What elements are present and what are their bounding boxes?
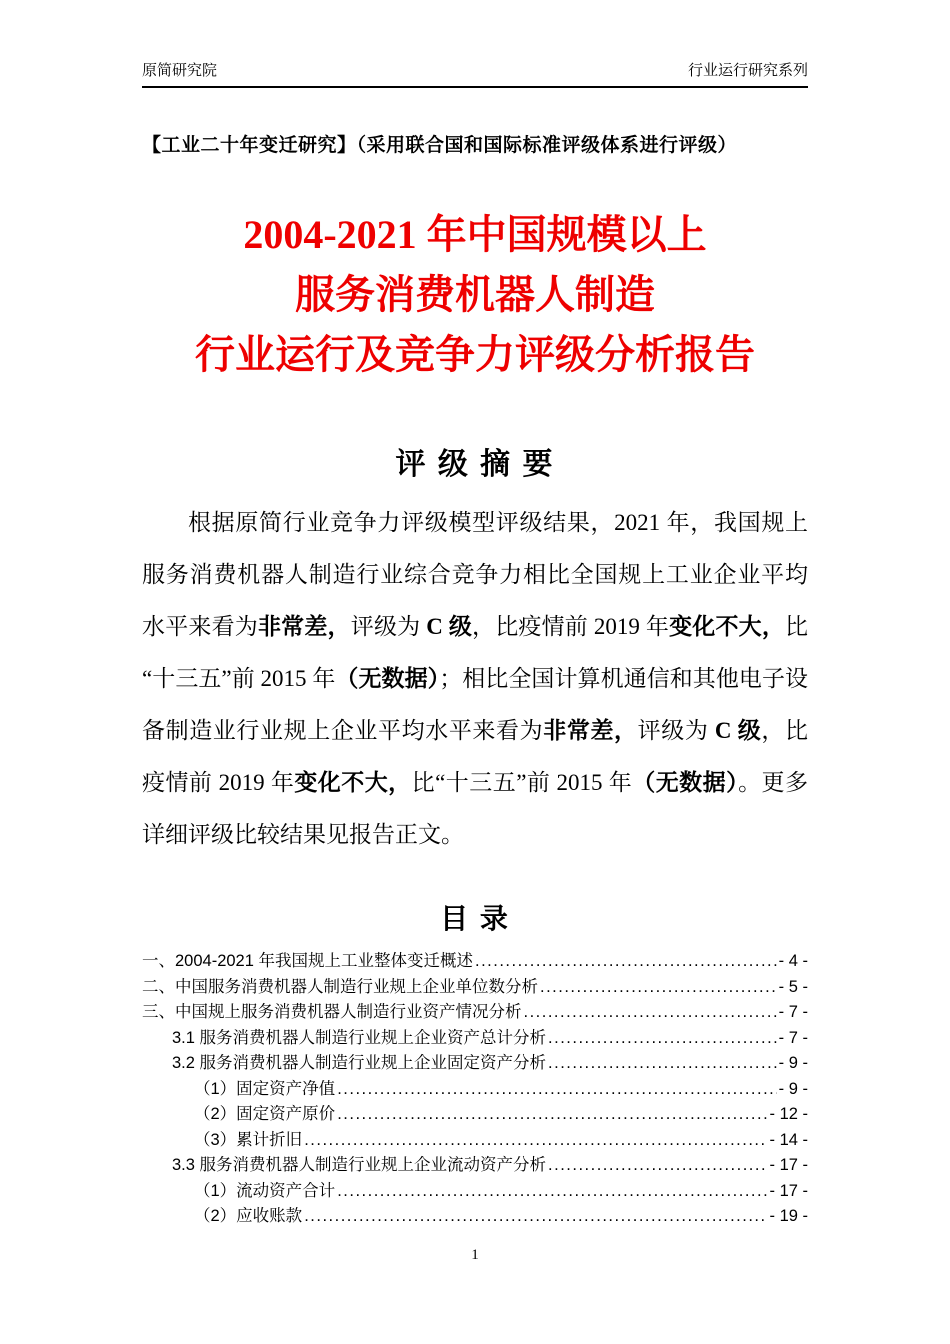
header-right-text: 行业运行研究系列: [687, 62, 808, 79]
summary-text-segment: 变化不大，: [294, 770, 412, 795]
toc-entry-row: [142, 1128, 808, 1154]
summary-text-segment: 评级为: [350, 614, 427, 639]
toc-entry-row: [142, 1179, 808, 1205]
toc-leader-dots: [548, 1026, 777, 1052]
toc-entry-page: - 14 -: [769, 1130, 808, 1149]
summary-text-segment: ，比疫情前 2019 年: [472, 614, 670, 639]
summary-paragraph: [142, 497, 808, 861]
toc-entry-row: [142, 1102, 808, 1128]
summary-text-segment: 比“十三五”前 2015 年: [142, 614, 809, 691]
toc-leader-dots: [475, 949, 777, 975]
report-title-line-3: 行业运行及竞争力评级分析报告: [195, 332, 755, 377]
toc-entry-label: 三、中国规上服务消费机器人制造行业资产情况分析: [142, 1003, 522, 1021]
toc-entry-page: - 9 -: [778, 1079, 808, 1098]
summary-text-segment: 非常差，: [543, 718, 638, 743]
toc-entry-label: （1）固定资产净值: [194, 1079, 336, 1098]
summary-text-segment: 比“十三五”前 2015 年: [411, 770, 633, 795]
summary-heading: 评 级 摘 要: [395, 448, 555, 481]
toc-entry-row: [142, 1153, 808, 1179]
toc-entry-label: （3）累计折旧: [194, 1130, 303, 1149]
page-header: [142, 0, 808, 88]
toc-entry-row: [142, 1051, 808, 1077]
toc-heading: 目 录: [440, 903, 510, 934]
summary-text-segment: 评级为: [637, 718, 715, 743]
toc-entry-label: （2）应收账款: [194, 1207, 303, 1225]
toc-entry-label: 二、中国服务消费机器人制造行业规上企业单位数分析: [142, 977, 538, 996]
toc-leader-dots: [304, 1204, 767, 1230]
toc-leader-dots: [304, 1128, 767, 1154]
toc-list: [142, 949, 808, 1230]
toc-leader-dots: [548, 1051, 777, 1077]
summary-text-segment: （无数据）: [335, 666, 440, 691]
toc-entry-page: - 4 -: [778, 952, 808, 970]
footer-page-number: 1: [471, 1247, 479, 1263]
toc-entry-page: - 12 -: [769, 1105, 808, 1123]
toc-entry-row: [142, 1077, 808, 1103]
toc-entry-row: [142, 949, 808, 975]
page-content: [142, 0, 808, 1230]
summary-text-segment: 根据原简行业竞争力评级模型评级结果，2021 年，我国规上服务消费机器人制造行业综合竞争力相比全国规上工业企业平均水平来看为: [142, 510, 808, 639]
summary-text-segment: 变化不大，: [669, 614, 786, 639]
summary-text-segment: 非常差，: [257, 614, 351, 639]
series-subtitle-paren: （采用联合国和国际标准评级体系进行评级）: [356, 135, 738, 156]
toc-leader-dots: [337, 1077, 776, 1103]
toc-leader-dots: [548, 1153, 767, 1179]
toc-entry-page: - 7 -: [778, 1003, 808, 1021]
toc-leader-dots: [524, 1000, 777, 1026]
toc-entry-page: - 5 -: [778, 977, 808, 996]
toc-entry-page: - 17 -: [769, 1156, 808, 1174]
toc-entry-label: （2）固定资产原价: [194, 1105, 336, 1123]
header-left-text: 原简研究院: [142, 62, 218, 79]
summary-text-segment: 。更多详细评级比较结果见报告正文。: [142, 770, 809, 847]
toc-entry-page: - 19 -: [769, 1207, 808, 1225]
summary-text-segment: C 级: [714, 718, 762, 743]
summary-text-segment: C 级: [426, 614, 473, 639]
toc-leader-dots: [337, 1179, 767, 1205]
report-title: [142, 205, 808, 385]
toc-entry-page: - 17 -: [769, 1181, 808, 1200]
toc-entry-label: 3.2 服务消费机器人制造行业规上企业固定资产分析: [172, 1054, 547, 1072]
summary-text-segment: ；相比全国计算机通信和其他电子设备制造业行业规上企业平均水平来看为: [142, 666, 809, 743]
toc-leader-dots: [540, 975, 777, 1001]
toc-entry-label: 一、2004-2021 年我国规上工业整体变迁概述: [142, 952, 473, 970]
series-subtitle-bracket: 【工业二十年变迁研究】: [142, 135, 357, 156]
summary-text-segment: （无数据）: [632, 770, 739, 795]
toc-entry-page: - 7 -: [778, 1028, 808, 1047]
toc-entry-page: - 9 -: [778, 1054, 808, 1072]
toc-entry-row: [142, 1000, 808, 1026]
toc-entry-row: [142, 975, 808, 1001]
toc-entry-label: 3.3 服务消费机器人制造行业规上企业流动资产分析: [172, 1156, 547, 1174]
toc-entry-label: （1）流动资产合计: [194, 1181, 336, 1200]
summary-text-segment: ，比疫情前 2019 年: [142, 718, 809, 795]
series-subtitle: [142, 130, 808, 157]
report-title-line-2: 服务消费机器人制造: [295, 272, 655, 317]
toc-entry-row: [142, 1204, 808, 1230]
toc-leader-dots: [337, 1102, 767, 1128]
toc-entry-row: [142, 1026, 808, 1052]
toc-entry-label: 3.1 服务消费机器人制造行业规上企业资产总计分析: [172, 1028, 547, 1047]
report-title-line-1: 2004-2021 年中国规模以上: [243, 212, 707, 257]
